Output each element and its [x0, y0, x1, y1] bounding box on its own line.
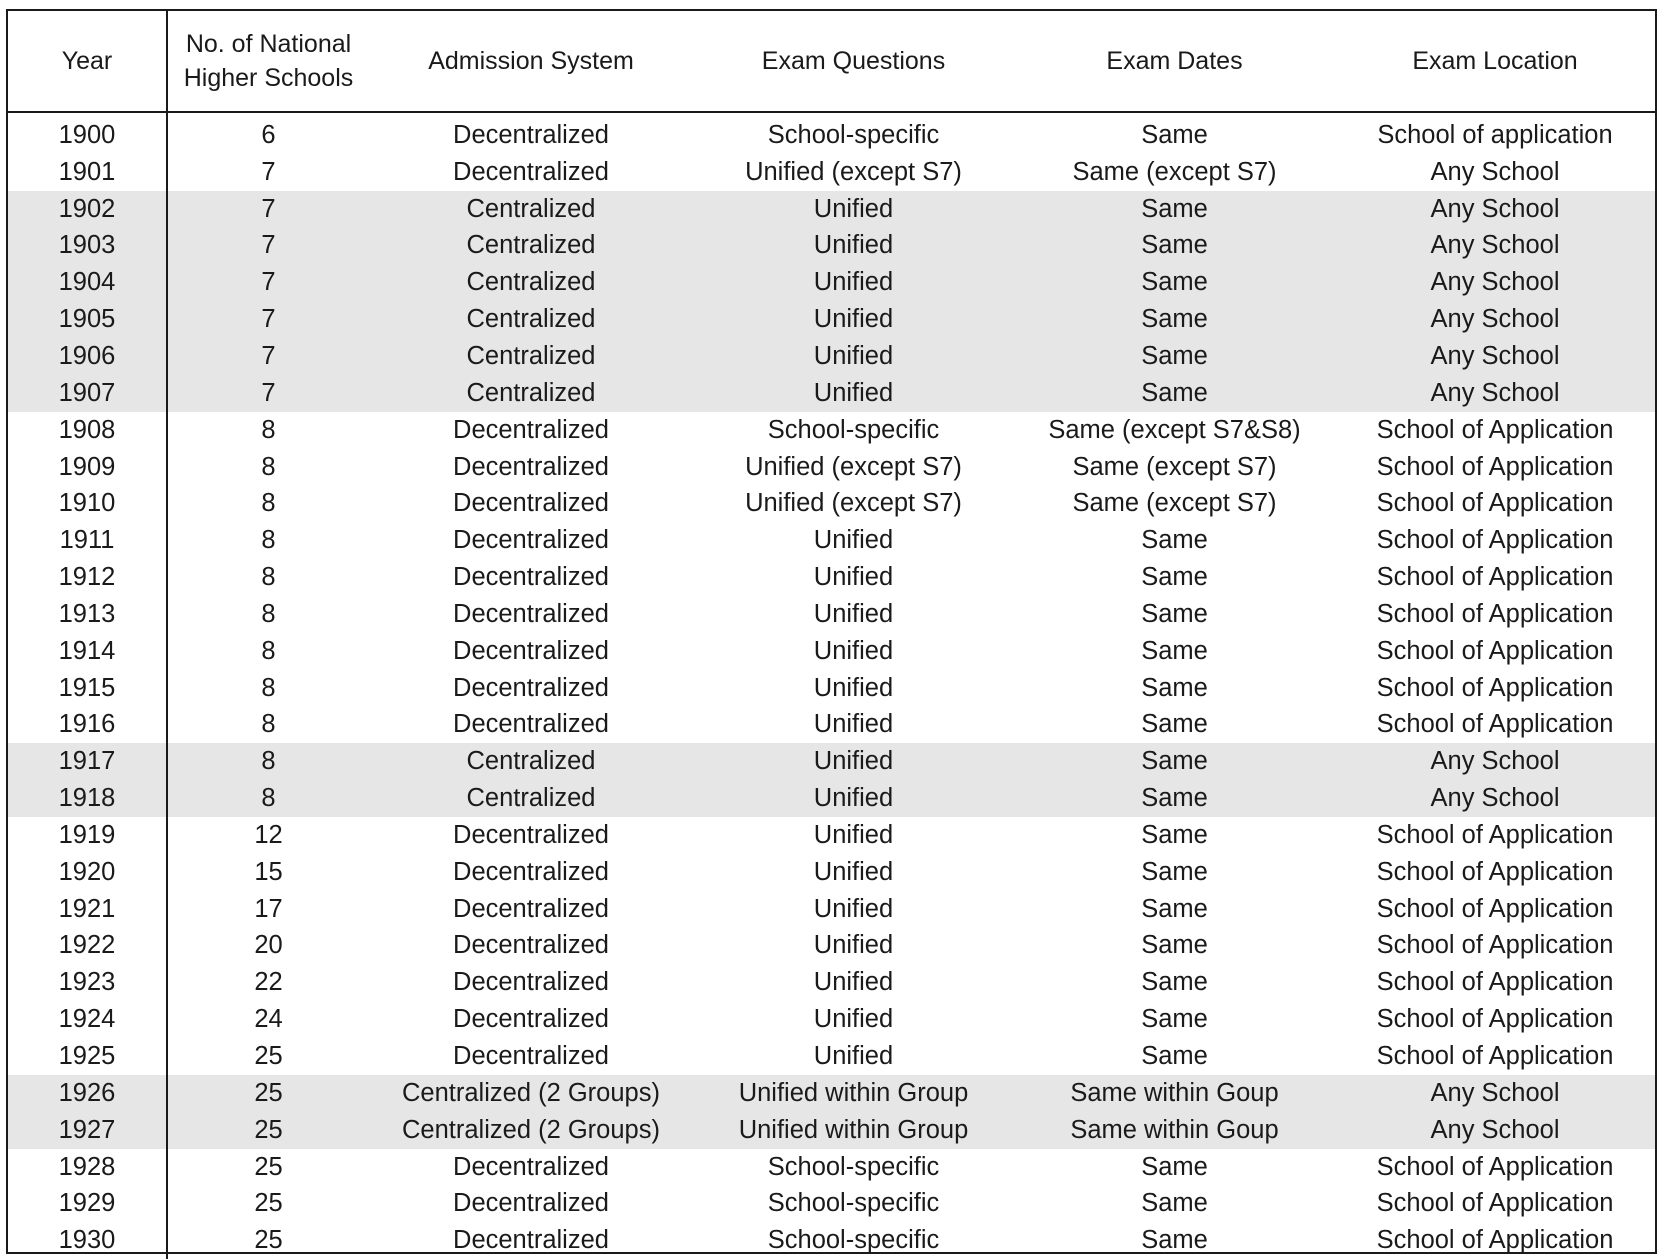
- table-row: [8, 707, 1655, 744]
- table-row: [8, 449, 1655, 486]
- cell-exam-questions: Unified: [813, 968, 894, 997]
- cell-exam-location: School of Application: [1376, 1152, 1614, 1181]
- cell-exam-location: School of Application: [1376, 931, 1614, 960]
- cell-exam-questions: Unified within Group: [693, 1075, 1014, 1112]
- cell-exam-location: School of Application: [1376, 489, 1614, 518]
- cell-exam-dates: Same: [1141, 1189, 1208, 1218]
- cell-exam-location: School of Application: [1376, 1189, 1614, 1218]
- table-row: [8, 1075, 1655, 1112]
- cell-year: 1916: [8, 707, 167, 744]
- cell-num-schools: 8: [261, 415, 276, 444]
- cell-num-schools: 25: [254, 1042, 283, 1071]
- cell-exam-questions: Unified within Group: [693, 1112, 1014, 1149]
- cell-exam-dates: Same: [1141, 710, 1208, 739]
- cell-exam-location: Any School: [1335, 1112, 1655, 1149]
- cell-admission-system: Decentralized: [453, 452, 609, 481]
- cell-num-schools: 25: [254, 1226, 283, 1255]
- cell-exam-dates: Same: [1141, 968, 1208, 997]
- cell-num-schools: 20: [254, 931, 283, 960]
- cell-num-schools: 8: [261, 563, 276, 592]
- cell-exam-questions: Unified (except S7): [745, 452, 962, 481]
- cell-exam-questions: Unified: [813, 599, 894, 628]
- table-row: [8, 817, 1655, 854]
- cell-exam-dates: Same: [1141, 1152, 1208, 1181]
- cell-exam-location: School of Application: [1376, 894, 1614, 923]
- cell-exam-questions: Unified: [813, 1042, 894, 1071]
- cell-exam-dates: Same: [1141, 1005, 1208, 1034]
- cell-exam-location: Any School: [1335, 780, 1655, 817]
- cell-admission-system: Decentralized: [453, 968, 609, 997]
- table-header: [8, 11, 1655, 112]
- header-year: Year: [8, 11, 167, 112]
- header-num-schools-line1: No. of National: [185, 30, 352, 58]
- table-row: [8, 412, 1655, 449]
- cell-num-schools: 17: [254, 894, 283, 923]
- cell-exam-questions: Unified: [693, 191, 1014, 228]
- cell-exam-dates: Same (except S7): [1072, 489, 1277, 518]
- table-row: [8, 522, 1655, 559]
- table-row: [8, 1222, 1655, 1259]
- cell-exam-dates: Same: [1014, 264, 1335, 301]
- cell-year: 1909: [8, 449, 167, 486]
- cell-exam-dates: Same: [1014, 743, 1335, 780]
- cell-num-schools: 7: [167, 228, 369, 265]
- cell-exam-questions: School-specific: [767, 1189, 940, 1218]
- cell-year: 1929: [8, 1185, 167, 1222]
- cell-admission-system: Decentralized: [453, 1189, 609, 1218]
- cell-exam-location: Any School: [1335, 375, 1655, 412]
- cell-exam-questions: Unified (except S7): [745, 489, 962, 518]
- cell-exam-dates: Same (except S7): [1072, 452, 1277, 481]
- cell-num-schools: 7: [261, 157, 276, 186]
- cell-exam-location: School of Application: [1376, 452, 1614, 481]
- cell-year: 1927: [8, 1112, 167, 1149]
- cell-exam-location: Any School: [1335, 338, 1655, 375]
- cell-year: 1912: [8, 559, 167, 596]
- cell-num-schools: 8: [261, 489, 276, 518]
- table-row: [8, 154, 1655, 191]
- table-row: [8, 891, 1655, 928]
- cell-year: 1925: [8, 1038, 167, 1075]
- cell-exam-questions: Unified: [693, 338, 1014, 375]
- cell-year: 1919: [8, 817, 167, 854]
- cell-admission-system: Decentralized: [453, 710, 609, 739]
- cell-exam-dates: Same: [1141, 820, 1208, 849]
- cell-year: 1918: [8, 780, 167, 817]
- cell-exam-location: School of Application: [1376, 1005, 1614, 1034]
- cell-year: 1920: [8, 854, 167, 891]
- cell-num-schools: 25: [254, 1189, 283, 1218]
- cell-admission-system: Decentralized: [453, 489, 609, 518]
- table-row: [8, 112, 1655, 154]
- cell-year: 1908: [8, 412, 167, 449]
- cell-num-schools: 25: [167, 1112, 369, 1149]
- cell-num-schools: 8: [261, 636, 276, 665]
- cell-num-schools: 7: [167, 301, 369, 338]
- cell-num-schools: 8: [167, 743, 369, 780]
- cell-exam-location: Any School: [1430, 157, 1560, 186]
- cell-exam-location: School of application: [1377, 120, 1613, 149]
- cell-admission-system: Decentralized: [453, 1152, 609, 1181]
- cell-year: 1910: [8, 485, 167, 522]
- cell-exam-dates: Same: [1141, 1226, 1208, 1255]
- cell-exam-questions: Unified: [813, 931, 894, 960]
- cell-admission-system: Decentralized: [453, 157, 609, 186]
- cell-exam-dates: Same: [1141, 931, 1208, 960]
- cell-num-schools: 8: [261, 710, 276, 739]
- cell-year: 1904: [8, 264, 167, 301]
- cell-year: 1902: [8, 191, 167, 228]
- table-row: [8, 1185, 1655, 1222]
- cell-exam-questions: Unified: [813, 1005, 894, 1034]
- table-row: [8, 301, 1655, 338]
- header-row: [8, 11, 1655, 112]
- table-row: [8, 743, 1655, 780]
- cell-num-schools: 25: [167, 1075, 369, 1112]
- cell-exam-dates: Same: [1014, 338, 1335, 375]
- cell-exam-dates: Same: [1141, 120, 1208, 149]
- cell-exam-dates: Same: [1141, 526, 1208, 555]
- cell-num-schools: 25: [254, 1152, 283, 1181]
- cell-exam-location: Any School: [1335, 301, 1655, 338]
- cell-exam-location: School of Application: [1376, 636, 1614, 665]
- cell-num-schools: 15: [254, 857, 283, 886]
- cell-num-schools: 7: [167, 191, 369, 228]
- cell-exam-location: School of Application: [1376, 563, 1614, 592]
- cell-admission-system: Centralized: [369, 375, 693, 412]
- cell-exam-location: Any School: [1335, 1075, 1655, 1112]
- cell-num-schools: 7: [167, 338, 369, 375]
- cell-exam-location: Any School: [1335, 191, 1655, 228]
- cell-num-schools: 6: [261, 120, 276, 149]
- table-body: [8, 112, 1655, 1259]
- cell-year: 1914: [8, 633, 167, 670]
- cell-exam-location: School of Application: [1376, 673, 1614, 702]
- admission-table-frame: [6, 9, 1657, 1254]
- cell-num-schools: 12: [254, 820, 283, 849]
- cell-exam-location: School of Application: [1376, 599, 1614, 628]
- cell-year: 1905: [8, 301, 167, 338]
- cell-num-schools: 7: [167, 375, 369, 412]
- cell-exam-location: School of Application: [1376, 710, 1614, 739]
- cell-exam-questions: Unified: [813, 820, 894, 849]
- cell-admission-system: Centralized: [369, 228, 693, 265]
- cell-exam-dates: Same (except S7): [1072, 157, 1277, 186]
- cell-year: 1903: [8, 228, 167, 265]
- table-row: [8, 596, 1655, 633]
- cell-admission-system: Centralized: [369, 780, 693, 817]
- table-row: [8, 485, 1655, 522]
- cell-exam-questions: School-specific: [767, 1152, 940, 1181]
- cell-num-schools: 7: [167, 264, 369, 301]
- cell-num-schools: 8: [261, 452, 276, 481]
- cell-exam-questions: Unified: [813, 636, 894, 665]
- cell-admission-system: Decentralized: [453, 1042, 609, 1071]
- cell-exam-questions: Unified: [693, 228, 1014, 265]
- header-num-schools: [167, 11, 369, 112]
- table-row: [8, 559, 1655, 596]
- cell-admission-system: Decentralized: [453, 526, 609, 555]
- cell-exam-questions: Unified: [813, 894, 894, 923]
- cell-exam-dates: Same within Goup: [1014, 1075, 1335, 1112]
- cell-admission-system: Centralized: [369, 301, 693, 338]
- cell-num-schools: 8: [261, 526, 276, 555]
- cell-admission-system: Decentralized: [453, 1226, 609, 1255]
- cell-exam-dates: Same: [1141, 636, 1208, 665]
- cell-year: 1907: [8, 375, 167, 412]
- cell-num-schools: 8: [167, 780, 369, 817]
- table-row: [8, 375, 1655, 412]
- cell-admission-system: Decentralized: [453, 415, 609, 444]
- cell-year: 1923: [8, 964, 167, 1001]
- cell-admission-system: Centralized: [369, 264, 693, 301]
- cell-exam-dates: Same: [1141, 673, 1208, 702]
- cell-exam-location: School of Application: [1376, 526, 1614, 555]
- table-row: [8, 928, 1655, 965]
- cell-year: 1901: [8, 154, 167, 191]
- cell-exam-dates: Same: [1014, 191, 1335, 228]
- cell-year: 1913: [8, 596, 167, 633]
- table-row: [8, 1112, 1655, 1149]
- admission-system-table: [8, 11, 1655, 1259]
- cell-exam-questions: Unified: [693, 743, 1014, 780]
- cell-num-schools: 8: [261, 673, 276, 702]
- cell-admission-system: Centralized (2 Groups): [369, 1112, 693, 1149]
- cell-exam-dates: Same (except S7&S8): [1048, 415, 1301, 444]
- cell-admission-system: Decentralized: [453, 636, 609, 665]
- cell-exam-location: School of Application: [1376, 857, 1614, 886]
- table-row: [8, 633, 1655, 670]
- header-exam-dates: Exam Dates: [1014, 11, 1335, 112]
- cell-exam-questions: Unified: [813, 857, 894, 886]
- cell-admission-system: Centralized: [369, 191, 693, 228]
- table-row: [8, 854, 1655, 891]
- cell-admission-system: Decentralized: [453, 673, 609, 702]
- cell-exam-location: School of Application: [1376, 1226, 1614, 1255]
- cell-year: 1906: [8, 338, 167, 375]
- cell-num-schools: 22: [254, 968, 283, 997]
- header-admission-system: Admission System: [369, 11, 693, 112]
- cell-exam-dates: Same: [1141, 1042, 1208, 1071]
- cell-admission-system: Decentralized: [453, 1005, 609, 1034]
- cell-exam-dates: Same within Goup: [1014, 1112, 1335, 1149]
- cell-year: 1915: [8, 670, 167, 707]
- table-row: [8, 780, 1655, 817]
- cell-year: 1900: [8, 112, 167, 154]
- cell-admission-system: Centralized: [369, 743, 693, 780]
- cell-year: 1922: [8, 928, 167, 965]
- cell-exam-questions: School-specific: [767, 1226, 940, 1255]
- table-row: [8, 1001, 1655, 1038]
- cell-exam-dates: Same: [1014, 780, 1335, 817]
- cell-exam-location: School of Application: [1376, 968, 1614, 997]
- cell-exam-location: Any School: [1335, 228, 1655, 265]
- cell-year: 1921: [8, 891, 167, 928]
- cell-exam-dates: Same: [1014, 375, 1335, 412]
- cell-year: 1930: [8, 1222, 167, 1259]
- cell-year: 1924: [8, 1001, 167, 1038]
- cell-exam-questions: Unified: [813, 526, 894, 555]
- cell-admission-system: Decentralized: [453, 599, 609, 628]
- cell-exam-location: Any School: [1335, 743, 1655, 780]
- cell-exam-questions: Unified: [693, 375, 1014, 412]
- cell-admission-system: Decentralized: [453, 857, 609, 886]
- table-row: [8, 1149, 1655, 1186]
- cell-exam-dates: Same: [1141, 599, 1208, 628]
- cell-admission-system: Decentralized: [453, 931, 609, 960]
- cell-exam-questions: School-specific: [767, 120, 940, 149]
- cell-exam-location: Any School: [1335, 264, 1655, 301]
- cell-exam-dates: Same: [1141, 563, 1208, 592]
- cell-exam-questions: Unified: [693, 780, 1014, 817]
- table-row: [8, 228, 1655, 265]
- cell-exam-dates: Same: [1141, 857, 1208, 886]
- cell-admission-system: Decentralized: [453, 120, 609, 149]
- cell-admission-system: Centralized: [369, 338, 693, 375]
- table-row: [8, 338, 1655, 375]
- cell-exam-questions: Unified: [813, 563, 894, 592]
- cell-exam-location: School of Application: [1376, 1042, 1614, 1071]
- cell-year: 1928: [8, 1149, 167, 1186]
- cell-num-schools: 24: [254, 1005, 283, 1034]
- cell-exam-questions: School-specific: [767, 415, 940, 444]
- cell-exam-location: School of Application: [1376, 820, 1614, 849]
- cell-exam-dates: Same: [1014, 301, 1335, 338]
- table-row: [8, 1038, 1655, 1075]
- table-row: [8, 191, 1655, 228]
- header-exam-location: Exam Location: [1335, 11, 1655, 112]
- cell-exam-questions: Unified: [693, 301, 1014, 338]
- cell-exam-location: School of Application: [1376, 415, 1614, 444]
- header-exam-questions: Exam Questions: [693, 11, 1014, 112]
- cell-exam-questions: Unified (except S7): [745, 157, 962, 186]
- cell-exam-dates: Same: [1141, 894, 1208, 923]
- cell-year: 1917: [8, 743, 167, 780]
- cell-num-schools: 8: [261, 599, 276, 628]
- cell-year: 1911: [8, 522, 167, 559]
- cell-admission-system: Centralized (2 Groups): [369, 1075, 693, 1112]
- cell-admission-system: Decentralized: [453, 563, 609, 592]
- cell-exam-questions: Unified: [693, 264, 1014, 301]
- cell-year: 1926: [8, 1075, 167, 1112]
- table-row: [8, 670, 1655, 707]
- table-row: [8, 964, 1655, 1001]
- cell-exam-questions: Unified: [813, 710, 894, 739]
- header-num-schools-line2: Higher Schools: [183, 64, 354, 92]
- cell-exam-dates: Same: [1014, 228, 1335, 265]
- table-row: [8, 264, 1655, 301]
- cell-exam-questions: Unified: [813, 673, 894, 702]
- cell-admission-system: Decentralized: [453, 894, 609, 923]
- cell-admission-system: Decentralized: [453, 820, 609, 849]
